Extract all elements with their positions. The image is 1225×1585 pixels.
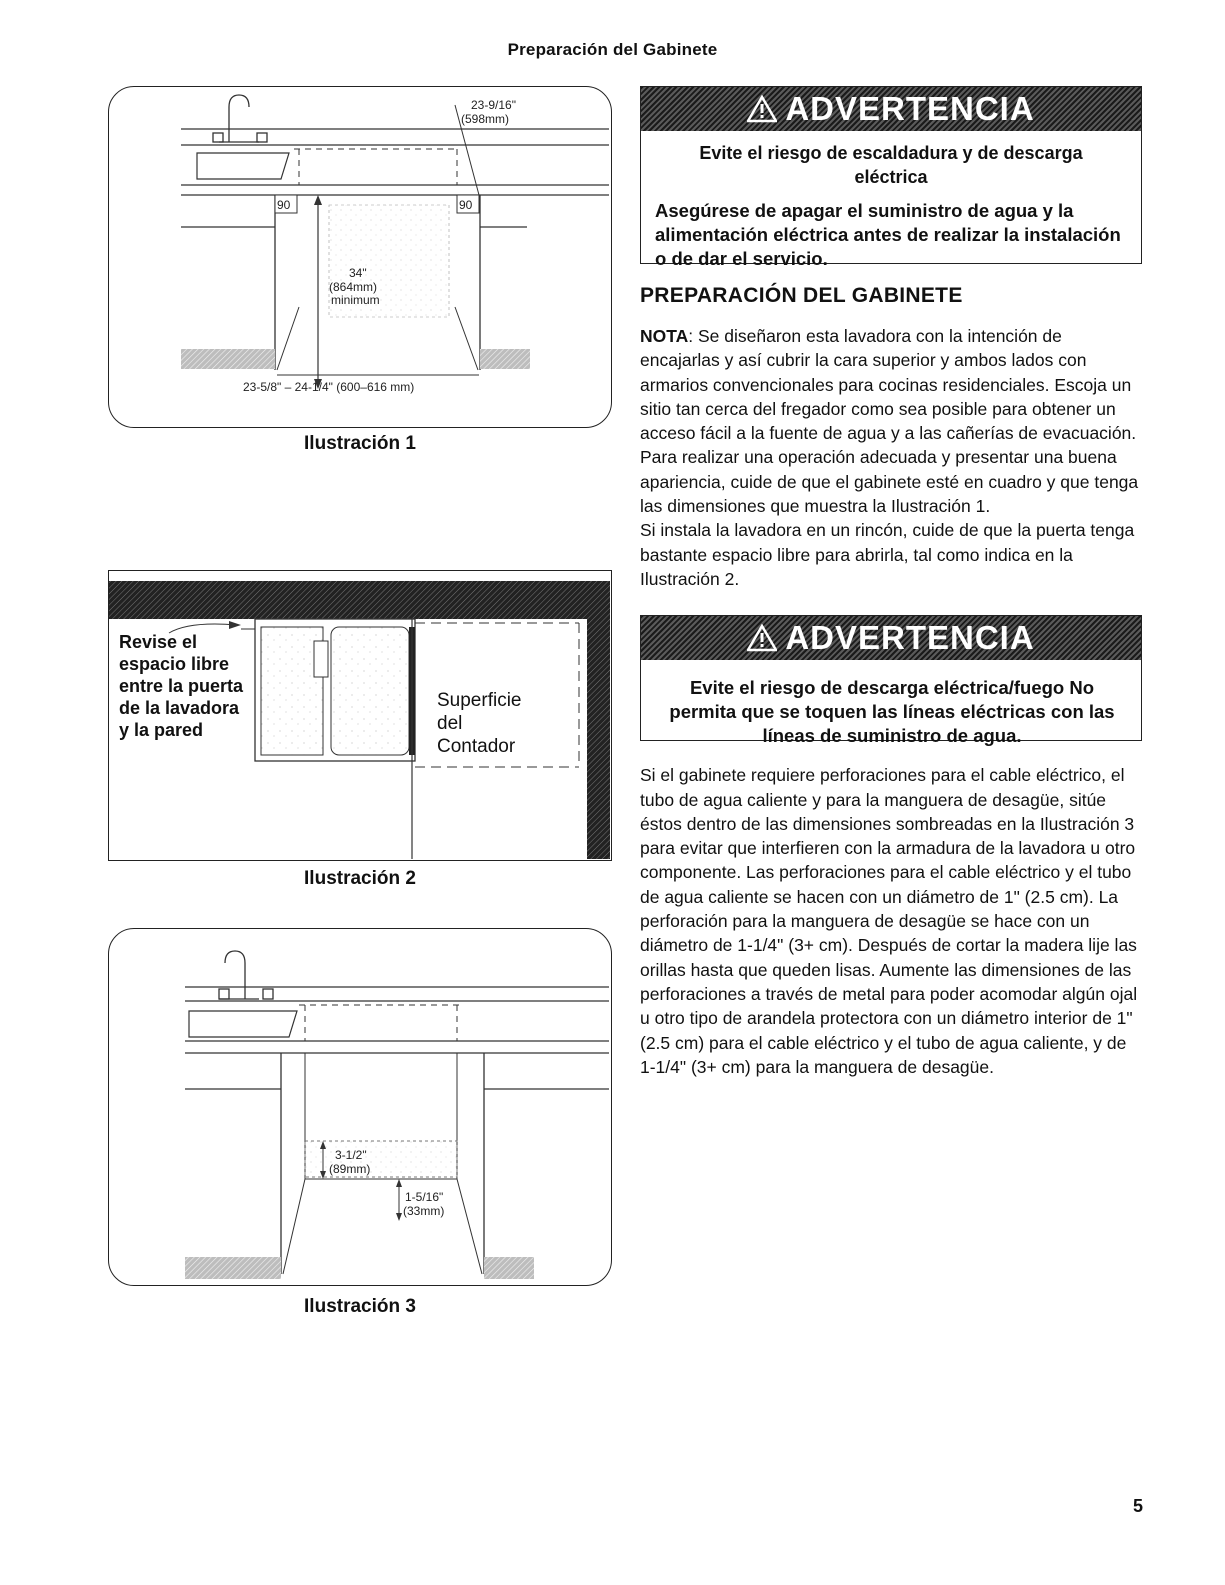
fig1-height-label: 34": [349, 266, 367, 280]
right-column: [640, 86, 1142, 1079]
warning-box-1: [640, 86, 1142, 269]
warning-1-body: Asegúrese de apagar el suministro de agua y la alimentación eléctrica antes de realizar la instalación o de dar el servicio.: [655, 200, 1121, 269]
faucet-icon: [213, 95, 267, 142]
figure-3: [108, 928, 612, 1286]
page-header: Preparación del Gabinete: [507, 40, 718, 59]
fig1-width-label: 23-9/16": [471, 98, 516, 112]
fig3-dim2-mm: (33mm): [403, 1204, 445, 1218]
warning-banner-2: [641, 616, 1141, 660]
warning-2-body: Evite el riesgo de descarga eléctrica/fuego No permita que se toquen las líneas eléctricas con las líneas de suministro de agua.: [669, 677, 1115, 747]
fig1-width-label-mm: (598mm): [461, 112, 510, 126]
fig1-bottom-label: 23-5/8" – 24-1/4" (600–616 mm): [243, 380, 415, 394]
fig3-dim1-mm: (89mm): [329, 1162, 371, 1176]
nota-paragraph: NOTA: Se diseñaron esta lavadora con la intención de encajarlas y así cubrir la cara superior y ambos lados con armarios convencionales para cocinas residenciales. Escoja un sitio tan cerca del fregador como sea posible para obtener un acceso fácil a la fuente de agua y a las cañerías de evacuación.: [640, 326, 1137, 444]
warning-banner-1: [641, 87, 1141, 131]
fig1-angle-left: 90: [277, 198, 291, 212]
figure-2-caption: Ilustración 2: [304, 868, 416, 889]
warning-triangle-icon: [747, 624, 777, 652]
fig1-angle-right: 90: [459, 198, 473, 212]
figure-3-caption: Ilustración 3: [304, 1296, 416, 1317]
warning-triangle-icon: [747, 95, 777, 123]
figure-3-drawing: [109, 929, 610, 1284]
fig1-height-label-note: minimum: [331, 293, 380, 307]
figure-2: [108, 570, 612, 861]
faucet-icon: [219, 951, 273, 999]
paragraph-3: Si instala la lavadora en un rincón, cuide de que la puerta tenga bastante espacio libre para abrirla, tal como indica en la Ilustración 2.: [640, 520, 1135, 589]
warning-box-2: [640, 615, 1142, 747]
warning-1-subtitle: Evite el riesgo de escaldadura y de descarga eléctrica: [699, 143, 1083, 187]
paragraph-2: Para realizar una operación adecuada y presentar una buena apariencia, cuide de que el gabinete esté en cuadro y que tenga las dimensiones que muestra la Ilustración 1.: [640, 447, 1139, 517]
page-number: 5: [1132, 1496, 1143, 1516]
fig2-counter-label: Superficie del Contador: [437, 690, 522, 757]
fig3-dim1: 3-1/2": [335, 1148, 367, 1162]
fig3-dim2: 1-5/16": [405, 1190, 444, 1204]
figure-1: [108, 86, 612, 428]
warning-banner-1-text: ADVERTENCIA: [785, 90, 1035, 127]
section-title: PREPARACIÓN DEL GABINETE: [640, 284, 963, 307]
figure-1-drawing: [109, 87, 610, 426]
fig1-height-label-mm: (864mm): [329, 280, 378, 294]
fig2-clearance-label: Revise el espacio libre entre la puerta de la lavadora y la pared: [119, 632, 244, 740]
figure-1-caption: Ilustración 1: [304, 433, 416, 454]
warning-banner-2-text: ADVERTENCIA: [785, 619, 1035, 657]
paragraph-4: Si el gabinete requiere perforaciones para el cable eléctrico, el tubo de agua caliente y para la manguera de desagüe, sitúe éstos dentro de las dimensiones sombreadas en la Ilustración 3 para evitar que interfieren con la armadura de la lavadora u otro componente. Las perforaciones para el cable eléctrico y el tubo de agua caliente se hacen con un diámetro de 1" (2.5 cm). La perforación para la manguera de desagüe se hace con un diámetro de 1-1/4" (3+ cm). Después de cortar la madera lije las orillas hasta que queden lisas. Aumente las dimensiones de las perforaciones a través de metal para poder acomodar algún ojal u otro tipo de arandela protectora con un diámetro interior de 1" (2.5 cm) para el cable eléctrico y el tubo de agua caliente, y de 1-1/4" (3+ cm) para la manguera de desagüe.: [640, 765, 1138, 1077]
